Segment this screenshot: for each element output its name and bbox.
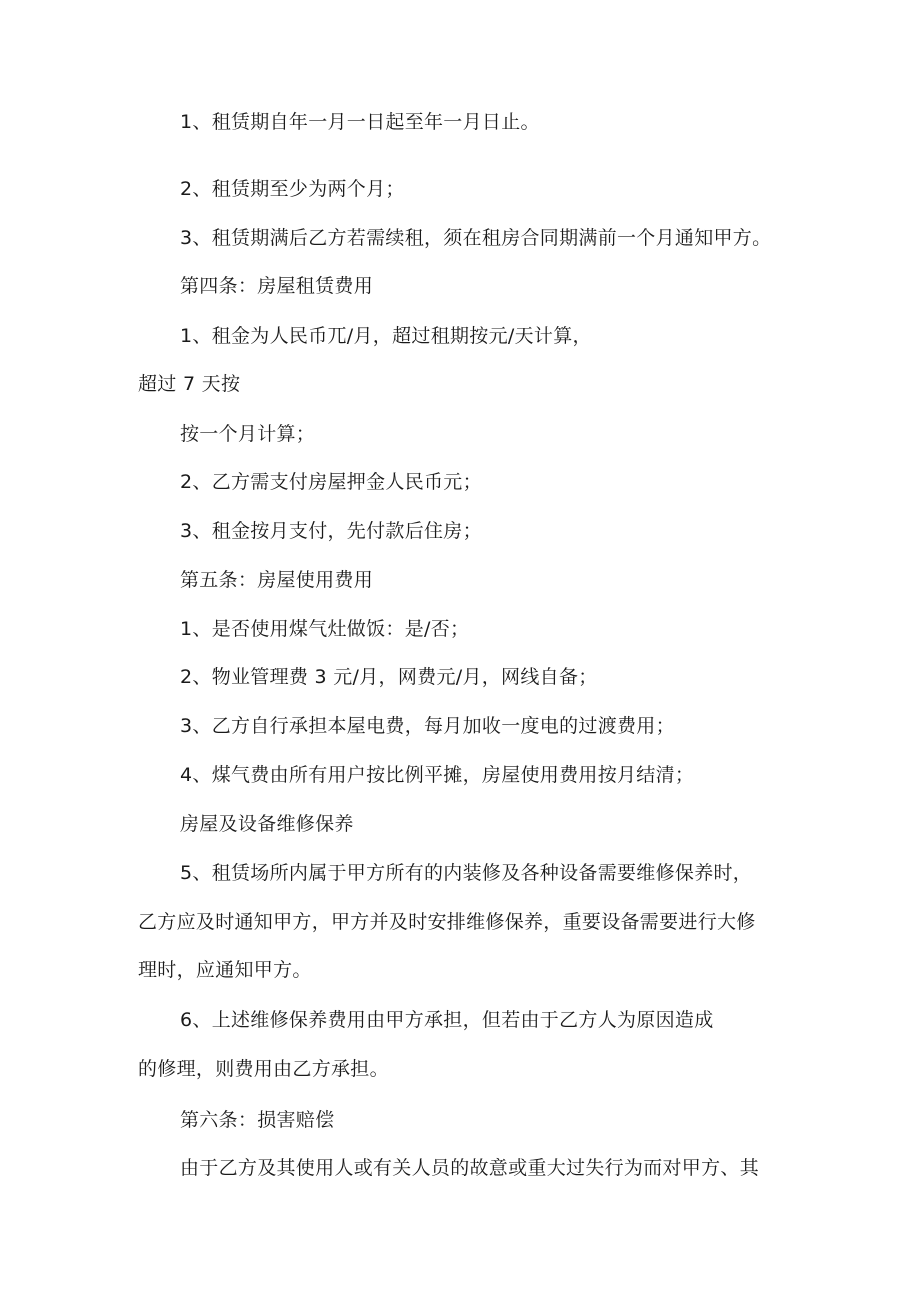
maintenance-clause-5: 5、租赁场所内属于甲方所有的内装修及各种设备需要维修保养时，	[180, 862, 753, 884]
usage-clause-3: 3、乙方自行承担本屋电费，每月加收一度电的过渡费用；	[180, 715, 675, 737]
damages-clause: 由于乙方及其使用人或有关人员的故意或重大过失行为而对甲方、其	[180, 1157, 760, 1179]
maintenance-clause-6: 6、上述维修保养费用由甲方承担，但若由于乙方人为原因造成	[180, 1009, 714, 1031]
section-heading-damages: 第六条：损害赔偿	[180, 1109, 335, 1131]
rent-clause-1-continuation: 超过 7 天按	[138, 373, 241, 395]
rent-clause-1-continuation-2: 按一个月计算；	[180, 423, 316, 445]
usage-clause-2: 2、物业管理费 3 元/月，网费元/月，网线自备；	[180, 666, 598, 688]
maintenance-clause-6-continuation: 的修理，则费用由乙方承担。	[138, 1058, 389, 1080]
section-heading-rent-fees: 第四条：房屋租赁费用	[180, 275, 374, 297]
lease-term-clause-3: 3、租赁期满后乙方若需续租，须在租房合同期满前一个月通知甲方。	[180, 227, 772, 249]
rent-clause-1: 1、租金为人民币兀/月，超过租期按元/天计算，	[180, 325, 592, 347]
rent-clause-3: 3、租金按月支付，先付款后住房；	[180, 520, 482, 542]
section-heading-maintenance: 房屋及设备维修保养	[180, 813, 354, 835]
maintenance-clause-5-continuation: 乙方应及时通知甲方，甲方并及时安排维修保养，重要设备需要进行大修	[138, 911, 756, 933]
section-heading-usage-fees: 第五条：房屋使用费用	[180, 569, 374, 591]
usage-clause-1: 1、是否使用煤气灶做饭：是/否；	[180, 618, 470, 640]
maintenance-clause-5-continuation-2: 理时，应通知甲方。	[138, 959, 312, 981]
usage-clause-4: 4、煤气费由所有用户按比例平摊，房屋使用费用按月结清；	[180, 764, 695, 786]
lease-term-clause-1: 1、租赁期自年一月一日起至年一月日止。	[180, 111, 540, 133]
rent-clause-2: 2、乙方需支付房屋押金人民币元；	[180, 471, 482, 493]
lease-term-clause-2: 2、租赁期至少为两个月；	[180, 178, 405, 200]
